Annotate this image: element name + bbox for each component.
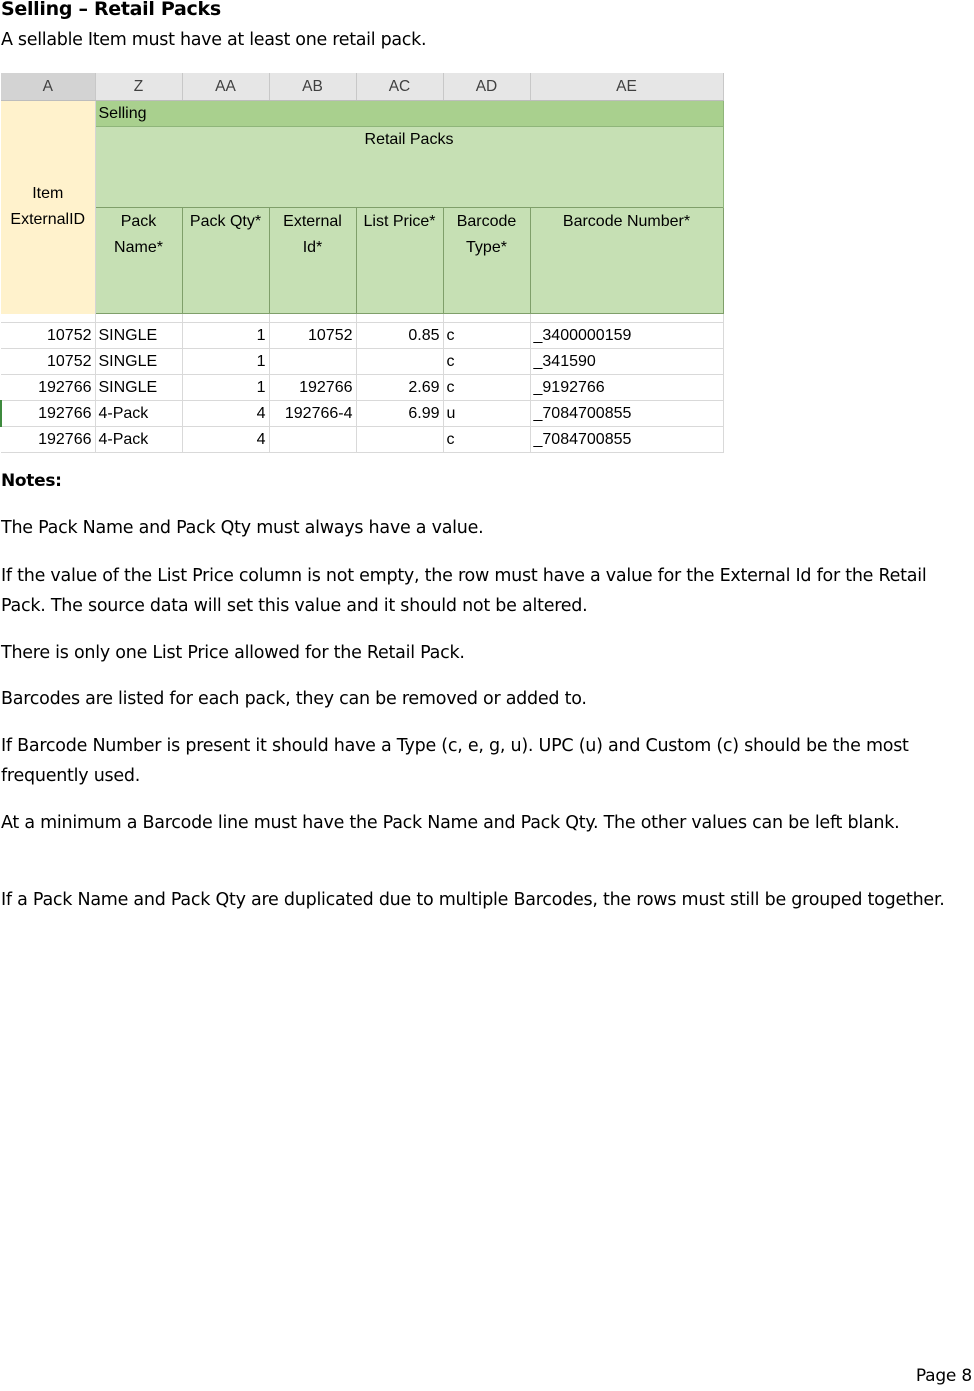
note-paragraph: If a Pack Name and Pack Qty are duplicated due to multiple Barcodes, the rows must still be grouped together.	[1, 890, 945, 910]
column-letter: A	[1, 73, 95, 101]
pack-qty-cell: 1	[182, 375, 269, 401]
barcode-number-cell: _341590	[530, 349, 723, 375]
list-price-cell	[356, 349, 443, 375]
table-row	[1, 375, 723, 401]
pack-name-cell: 4-Pack	[95, 427, 182, 453]
note-paragraph: If the value of the List Price column is not empty, the row must have a value for the External Id for the Retail Pack. The source data will set this value and it should not be altered.	[1, 566, 927, 616]
column-letter: AC	[356, 73, 443, 101]
pack-name-header: Pack Name*	[95, 208, 182, 314]
barcode-type-cell: c	[443, 323, 530, 349]
barcode-number-cell: _7084700855	[530, 401, 723, 427]
column-header-row	[1, 73, 723, 101]
pack-name-cell: SINGLE	[95, 375, 182, 401]
barcode-type-cell: c	[443, 349, 530, 375]
page-title: Selling – Retail Packs	[1, 0, 221, 20]
pack-qty-cell: 1	[182, 349, 269, 375]
barcode-number-header: Barcode Number*	[530, 208, 723, 314]
list-price-header: List Price*	[356, 208, 443, 314]
barcode-type-cell: u	[443, 401, 530, 427]
note-paragraph: The Pack Name and Pack Qty must always have a value.	[1, 518, 484, 538]
barcode-number-cell: _9192766	[530, 375, 723, 401]
pack-qty-cell: 4	[182, 401, 269, 427]
pack-name-cell: SINGLE	[95, 349, 182, 375]
pack-name-cell: SINGLE	[95, 323, 182, 349]
column-letter: AB	[269, 73, 356, 101]
pack-qty-cell: 1	[182, 323, 269, 349]
external-id-cell: 192766-4	[269, 401, 356, 427]
selling-group-header: Selling	[95, 101, 723, 127]
column-letter: Z	[95, 73, 182, 101]
barcode-type-cell: c	[443, 427, 530, 453]
table-row	[1, 427, 723, 453]
list-price-cell	[356, 427, 443, 453]
barcode-type-cell: c	[443, 375, 530, 401]
external-id-header: External Id*	[269, 208, 356, 314]
page-number: Page 8	[915, 1366, 972, 1386]
item-cell: 192766	[1, 427, 95, 453]
list-price-cell: 2.69	[356, 375, 443, 401]
note-paragraph: Barcodes are listed for each pack, they can be removed or added to.	[1, 689, 587, 709]
item-externalid-header: Item ExternalID	[1, 101, 95, 314]
pack-qty-cell: 4	[182, 427, 269, 453]
notes-heading: Notes:	[1, 471, 62, 491]
item-cell: 192766	[1, 375, 95, 401]
retail-packs-header: Retail Packs	[95, 127, 723, 208]
table-row	[1, 323, 723, 349]
table-row	[1, 349, 723, 375]
external-id-cell: 10752	[269, 323, 356, 349]
spreadsheet-image	[0, 73, 724, 449]
external-id-cell	[269, 349, 356, 375]
column-letter: AA	[182, 73, 269, 101]
list-price-cell: 0.85	[356, 323, 443, 349]
column-letter: AD	[443, 73, 530, 101]
table-row	[1, 401, 723, 427]
intro-text: A sellable Item must have at least one retail pack.	[1, 30, 427, 50]
list-price-cell: 6.99	[356, 401, 443, 427]
pack-qty-header: Pack Qty*	[182, 208, 269, 314]
item-cell: 192766	[1, 401, 95, 427]
external-id-cell	[269, 427, 356, 453]
note-paragraph: If Barcode Number is present it should have a Type (c, e, g, u). UPC (u) and Custom (c) should be the most frequently used.	[1, 736, 909, 786]
item-cell: 10752	[1, 323, 95, 349]
note-paragraph: At a minimum a Barcode line must have the Pack Name and Pack Qty. The other values can be left blank.	[1, 813, 900, 833]
barcode-type-header: Barcode Type*	[443, 208, 530, 314]
item-cell: 10752	[1, 349, 95, 375]
external-id-cell: 192766	[269, 375, 356, 401]
barcode-number-cell: _7084700855	[530, 427, 723, 453]
pack-name-cell: 4-Pack	[95, 401, 182, 427]
note-paragraph: There is only one List Price allowed for the Retail Pack.	[1, 643, 465, 663]
barcode-number-cell: _3400000159	[530, 323, 723, 349]
column-letter: AE	[530, 73, 723, 101]
